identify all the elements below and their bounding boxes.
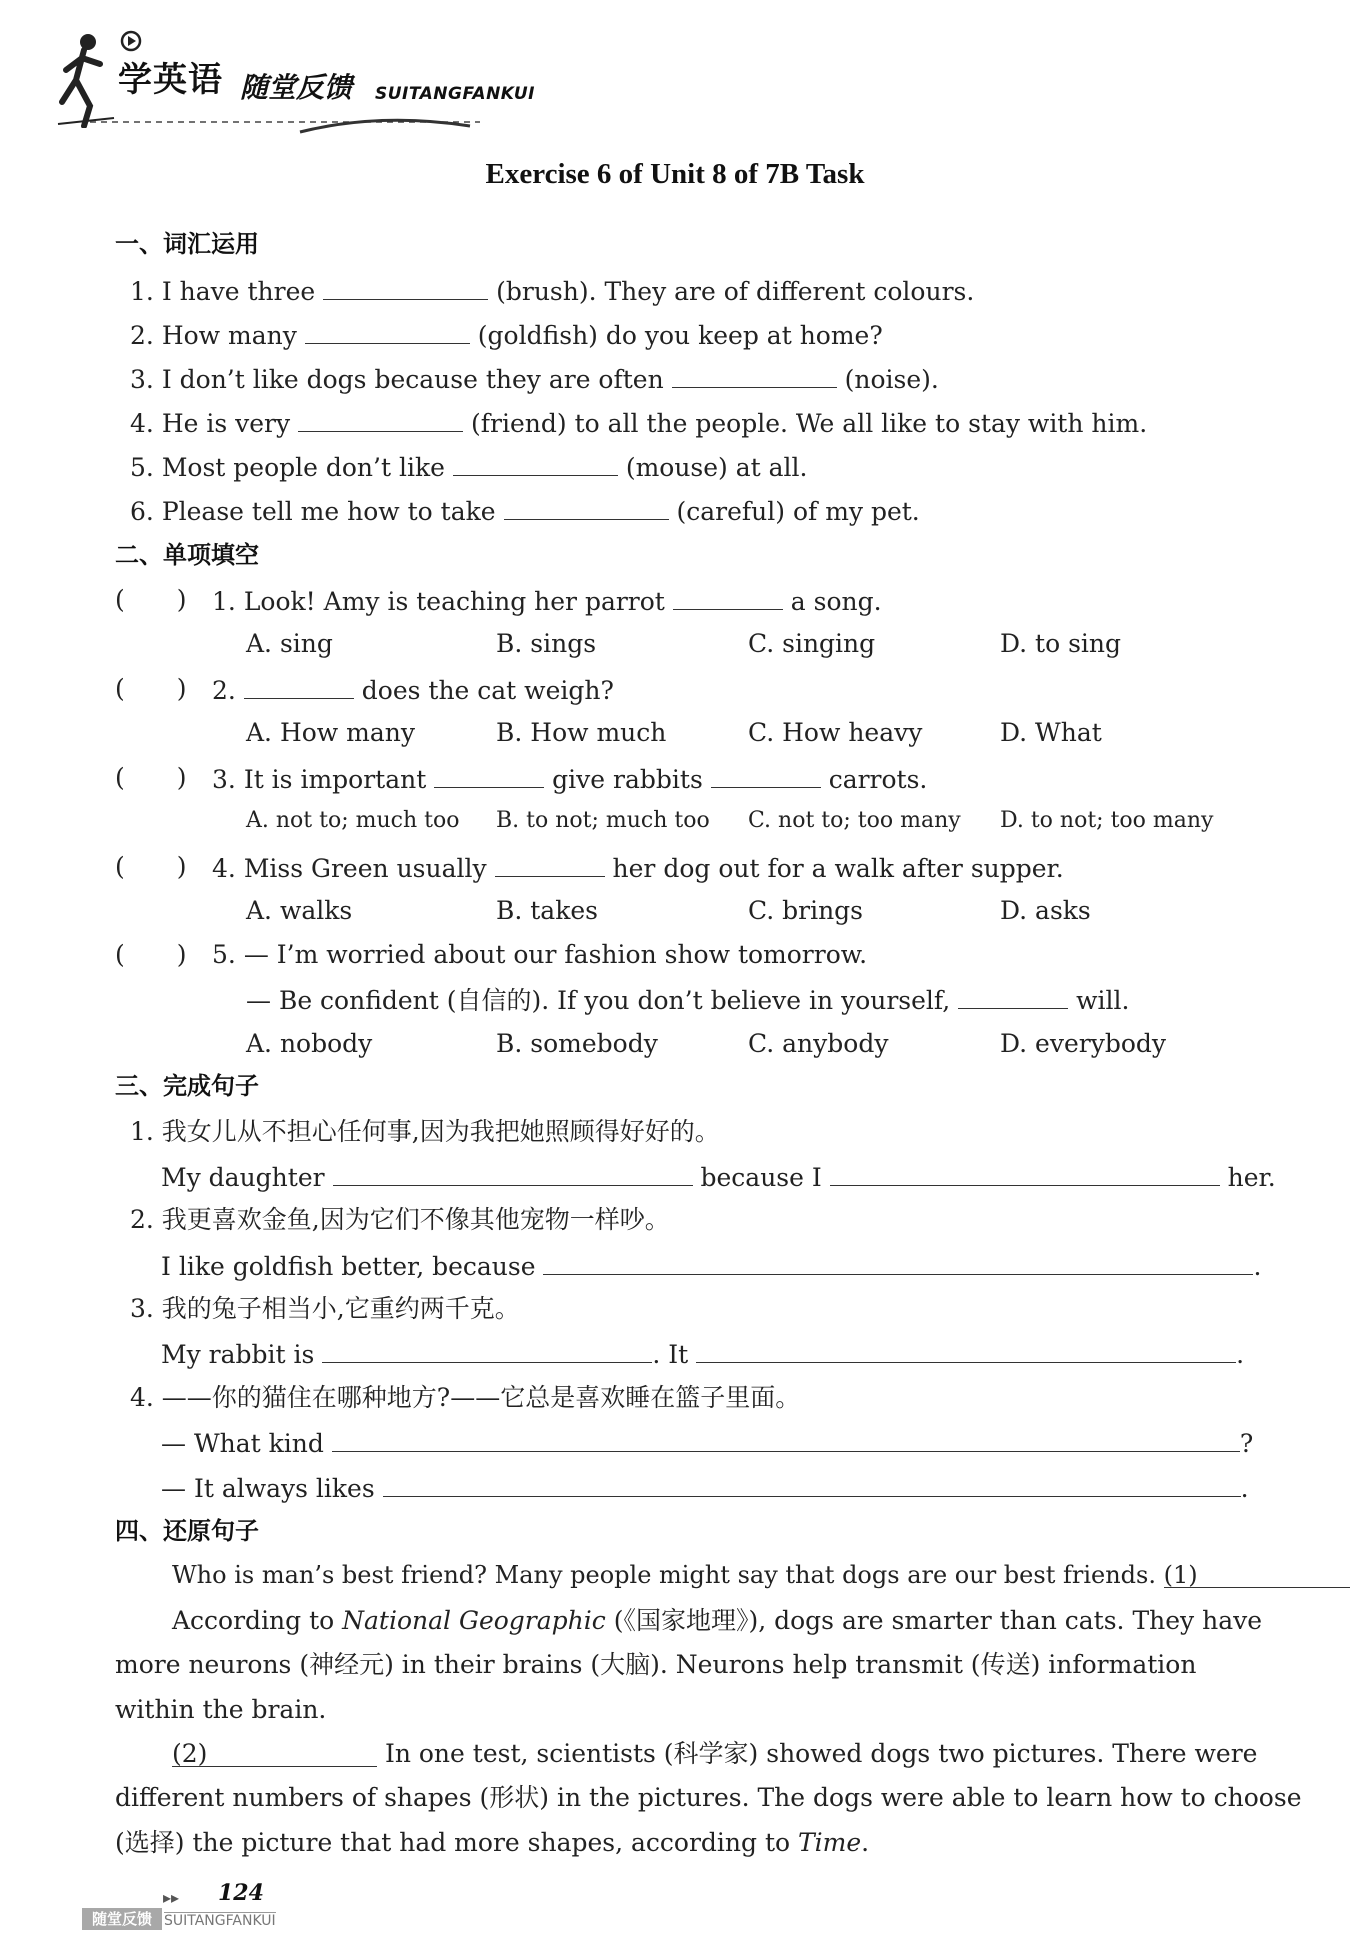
- question-number: 1.: [212, 587, 236, 616]
- answer-paren-1[interactable]: ( ): [115, 585, 187, 614]
- option-d: D. asks: [1000, 896, 1091, 925]
- answer-blank[interactable]: [323, 277, 488, 300]
- sentence-text: I like goldfish better, because: [161, 1252, 536, 1281]
- question-number: 4.: [212, 854, 236, 883]
- s2-question-4: [212, 854, 1064, 881]
- s1-item-2: [130, 321, 883, 348]
- s3-q2-english: [161, 1252, 1261, 1279]
- option-a: A. nobody: [246, 1029, 373, 1058]
- answer-blank[interactable]: [673, 587, 783, 610]
- option-c: C. not to; too many: [748, 808, 961, 833]
- sentence-text: .: [1240, 1474, 1249, 1503]
- item-text-before: Please tell me how to take: [161, 497, 496, 526]
- section4-heading: 四、还原句子: [115, 1517, 259, 1545]
- answer-blank[interactable]: [453, 453, 618, 476]
- sentence-text: My daughter: [161, 1163, 325, 1192]
- option-d: D. everybody: [1000, 1029, 1167, 1058]
- item-text-before: I have three: [161, 277, 316, 306]
- question-text: will.: [1076, 986, 1130, 1015]
- answer-paren-2[interactable]: ( ): [115, 674, 187, 703]
- option-d: D. What: [1000, 718, 1102, 747]
- sentence-text: My rabbit is: [161, 1340, 315, 1369]
- question-text: — I’m worried about our fashion show tomorrow.: [243, 940, 868, 969]
- item-number: 4.: [130, 409, 154, 438]
- s1-item-6: [130, 497, 920, 524]
- item-text-after: (mouse) at all.: [625, 453, 808, 482]
- header-logo: [50, 22, 570, 132]
- paragraph-text: According to: [172, 1606, 343, 1635]
- answer-blank[interactable]: [672, 365, 837, 388]
- s3-q4-english-b: [161, 1474, 1249, 1501]
- question-number: 3.: [212, 765, 236, 794]
- option-b: B. to not; much too: [496, 808, 710, 833]
- item-text-before: I don’t like dogs because they are often: [161, 365, 664, 394]
- s3-q1-chinese: 1. 我女儿从不担心任何事,因为我把她照顾得好好的。: [130, 1117, 720, 1146]
- answer-blank[interactable]: [504, 497, 669, 520]
- item-number: 5.: [130, 453, 154, 482]
- s2-question-2: [212, 676, 614, 703]
- item-number: 6.: [130, 497, 154, 526]
- option-c: C. brings: [748, 896, 864, 925]
- answer-blank[interactable]: [696, 1340, 1236, 1363]
- s4-paragraph-3-line-3: [115, 1830, 869, 1855]
- answer-blank[interactable]: [244, 676, 354, 699]
- footer-arrow-icon: ▸▸: [163, 1888, 180, 1907]
- item-number: 3.: [130, 365, 154, 394]
- option-c: C. How heavy: [748, 718, 923, 747]
- answer-blank[interactable]: [434, 765, 544, 788]
- footer-latin: SUITANGFANKUI: [164, 1913, 276, 1929]
- answer-blank[interactable]: [383, 1474, 1241, 1497]
- sentence-text: because I: [700, 1163, 822, 1192]
- page-number: 124: [218, 1880, 264, 1906]
- s3-q3-english: [161, 1340, 1244, 1367]
- s4-paragraph-2-line-1: [172, 1608, 1262, 1633]
- answer-blank[interactable]: [495, 854, 605, 877]
- page-title: Exercise 6 of Unit 8 of 7B Task: [485, 158, 865, 190]
- question-text: a song.: [790, 587, 882, 616]
- answer-blank[interactable]: [958, 986, 1068, 1009]
- s1-item-3: [130, 365, 939, 392]
- section2-heading: 二、单项填空: [115, 541, 259, 569]
- answer-blank[interactable]: [322, 1340, 652, 1363]
- question-text: Look! Amy is teaching her parrot: [243, 587, 665, 616]
- answer-paren-4[interactable]: ( ): [115, 852, 187, 881]
- item-text-after: (goldfish) do you keep at home?: [477, 321, 883, 350]
- s3-q3-chinese: 3. 我的兔子相当小,它重约两千克。: [130, 1294, 520, 1323]
- paragraph-text: .: [861, 1828, 870, 1857]
- section1-heading: 一、词汇运用: [115, 230, 259, 258]
- s3-q1-english: [161, 1163, 1276, 1192]
- item-text-after: (brush). They are of different colours.: [496, 277, 975, 306]
- option-a: A. sing: [246, 629, 333, 658]
- item-text-before: Most people don’t like: [161, 453, 445, 482]
- question-text: It is important: [243, 765, 427, 794]
- sentence-text: .: [1236, 1340, 1245, 1369]
- answer-blank[interactable]: [333, 1163, 693, 1186]
- question-text: — Be confident (自信的). If you don’t believe in yourself,: [246, 986, 951, 1015]
- answer-blank[interactable]: [830, 1163, 1220, 1186]
- play-icon: [120, 30, 142, 52]
- paragraph-text: In one test, scientists (科学家) showed dogs two pictures. There were: [384, 1739, 1258, 1768]
- option-d: D. to not; too many: [1000, 808, 1214, 833]
- question-text: her dog out for a walk after supper.: [612, 854, 1064, 883]
- s2-question-5-reply: [246, 986, 1129, 1013]
- option-c: C. singing: [748, 629, 876, 658]
- s2-question-3: [212, 765, 927, 792]
- question-text: Miss Green usually: [243, 854, 487, 883]
- answer-blank-2[interactable]: (2): [172, 1741, 377, 1767]
- option-b: B. How much: [496, 718, 667, 747]
- answer-blank[interactable]: [305, 321, 470, 344]
- s1-item-4: [130, 409, 1147, 436]
- answer-blank[interactable]: [298, 409, 463, 432]
- option-a: A. not to; much too: [246, 808, 460, 833]
- sentence-text: — It always likes: [161, 1474, 375, 1503]
- option-d: D. to sing: [1000, 629, 1122, 658]
- answer-paren-3[interactable]: ( ): [115, 763, 187, 792]
- question-text: carrots.: [828, 765, 928, 794]
- option-a: A. How many: [246, 718, 415, 747]
- paragraph-text: National Geographic: [342, 1606, 606, 1635]
- paragraph-text: Who is man’s best friend? Many people might say that dogs are our best friends.: [172, 1561, 1156, 1589]
- paragraph-text: (选择) the picture that had more shapes, according to: [115, 1828, 798, 1857]
- item-text-before: He is very: [161, 409, 291, 438]
- s1-item-1: [130, 277, 974, 304]
- s3-q4-chinese: 4. ——你的猫住在哪种地方?——它总是喜欢睡在篮子里面。: [130, 1383, 801, 1412]
- answer-blank-1[interactable]: (1): [1164, 1563, 1350, 1588]
- question-text: give rabbits: [552, 765, 703, 794]
- item-text-after: (careful) of my pet.: [676, 497, 920, 526]
- answer-blank[interactable]: [543, 1252, 1253, 1275]
- sentence-text: — What kind: [161, 1429, 324, 1458]
- s3-q2-chinese: 2. 我更喜欢金鱼,因为它们不像其他宠物一样吵。: [130, 1205, 670, 1234]
- sentence-text: . It: [652, 1340, 689, 1369]
- s4-paragraph-2-line-2: more neurons (神经元) in their brains (大脑). Neurons help transmit (传送) information: [115, 1650, 1197, 1679]
- paragraph-text: Time: [798, 1828, 862, 1857]
- option-b: B. sings: [496, 629, 597, 658]
- s1-item-5: [130, 453, 808, 480]
- footer-badge: 随堂反馈: [82, 1908, 162, 1930]
- question-number: 2.: [212, 676, 236, 705]
- item-text-after: (friend) to all the people. We all like to stay with him.: [471, 409, 1148, 438]
- item-text-before: How many: [161, 321, 297, 350]
- answer-blank[interactable]: [711, 765, 821, 788]
- option-b: B. takes: [496, 896, 598, 925]
- brand-main: 学英语: [118, 60, 223, 100]
- answer-blank[interactable]: [332, 1429, 1240, 1452]
- header-swoosh: [50, 92, 530, 142]
- s2-question-5: [212, 942, 867, 967]
- brand-latin: SUITANGFANKUI: [375, 84, 535, 104]
- s4-paragraph-3-line-1: [172, 1741, 1257, 1767]
- sentence-text: her.: [1227, 1163, 1276, 1192]
- sentence-text: .: [1253, 1252, 1262, 1281]
- item-text-after: (noise).: [844, 365, 939, 394]
- s3-q4-english-a: [161, 1429, 1253, 1456]
- paragraph-text: (《国家地理》), dogs are smarter than cats. They have: [605, 1606, 1263, 1635]
- s4-paragraph-2-line-3: within the brain.: [115, 1695, 327, 1724]
- sentence-text: ?: [1239, 1429, 1254, 1458]
- question-number: 5.: [212, 940, 236, 969]
- item-number: 2.: [130, 321, 154, 350]
- question-text: does the cat weigh?: [361, 676, 614, 705]
- s2-question-1: [212, 587, 882, 614]
- option-a: A. walks: [246, 896, 353, 925]
- section3-heading: 三、完成句子: [115, 1072, 259, 1100]
- answer-paren-5[interactable]: ( ): [115, 940, 187, 969]
- option-c: C. anybody: [748, 1029, 889, 1058]
- brand-sub: 随堂反馈: [240, 71, 353, 104]
- item-number: 1.: [130, 277, 154, 306]
- s4-paragraph-1: [172, 1563, 1350, 1588]
- s4-paragraph-3-line-2: different numbers of shapes (形状) in the pictures. The dogs were able to learn how to choose: [115, 1783, 1302, 1812]
- option-b: B. somebody: [496, 1029, 658, 1058]
